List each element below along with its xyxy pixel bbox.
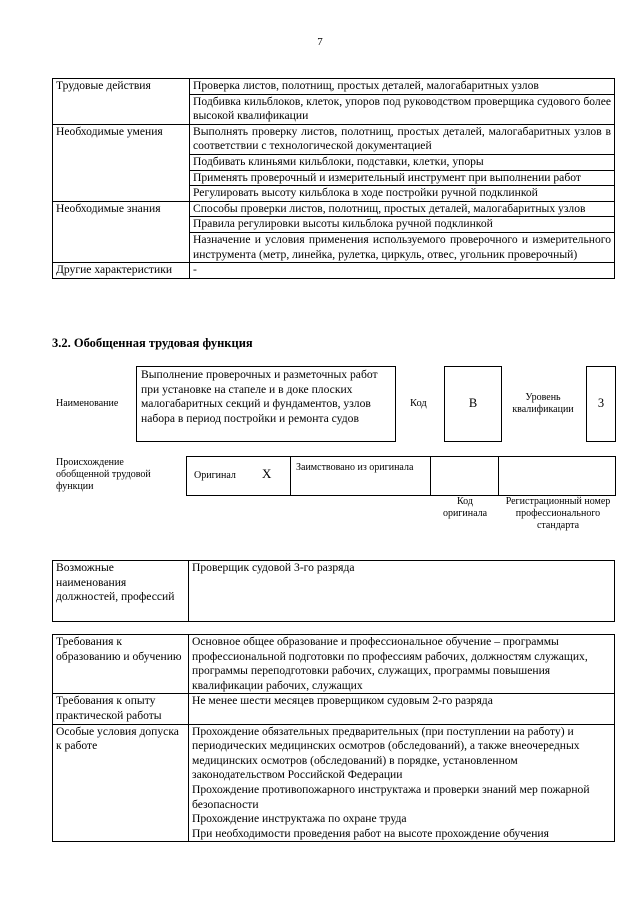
cell-text: Применять проверочный и измерительный инструмент при выполнении работ xyxy=(190,170,615,186)
cell-text: Правила регулировки высоты кильблока ручной подклинкой xyxy=(190,217,615,233)
divider xyxy=(290,456,291,495)
table-row xyxy=(53,124,615,154)
cell-text: - xyxy=(190,263,615,279)
cell-text: Регулировать высоту кильблока в ходе постройки ручной подклинкой xyxy=(190,186,615,202)
level-value: 3 xyxy=(597,396,605,410)
code-box xyxy=(444,366,502,442)
origin-label: Происхождение обобщенной трудовой функции xyxy=(56,457,151,492)
code-value: B xyxy=(468,396,478,410)
level-label: Уровень квалификации xyxy=(512,392,574,415)
original-label: Оригинал xyxy=(194,470,236,481)
section-heading: 3.2. Обобщенная трудовая функция xyxy=(52,336,253,350)
table-row xyxy=(53,724,615,842)
name-value: Выполнение проверочных и разметочных работ при установке на стапеле и в доке плоских малогабаритных секций и фундаментов, узлов набора в период постройки и ремонта судов xyxy=(141,368,378,425)
row-label: Трудовые действия xyxy=(53,79,190,125)
row-label: Требования к опыту практической работы xyxy=(53,694,189,724)
condition-item: Прохождение противопожарного инструктажа и проверки знаний мер пожарной безопасности xyxy=(192,782,590,811)
cell-text: Подбивка кильблоков, клеток, упоров под руководством проверщика судового более высокой квалификации xyxy=(190,94,615,124)
code-label: Код xyxy=(410,398,427,409)
registration-caption: Регистрационный номер профессионального стандарта xyxy=(505,496,611,531)
positions-label: Возможные наименования должностей, профессий xyxy=(53,561,189,622)
table-row xyxy=(53,561,615,622)
borrowed-label: Заимствовано из оригинала xyxy=(296,462,414,473)
condition-item: Прохождение обязательных предварительных (при поступлении на работу) и периодических медицинских осмотров (обследований), а также внеочередных медицинских осмотров (обследований) в порядке, установленном законодательством Российской Федерации xyxy=(192,724,580,782)
row-label: Другие характеристики xyxy=(53,263,190,279)
cell-text: Способы проверки листов, полотнищ, простых деталей, малогабаритных узлов xyxy=(190,201,615,217)
row-label: Необходимые знания xyxy=(53,201,190,262)
cell-text: Подбивать клиньями кильблоки, подставки, клетки, упоры xyxy=(190,154,615,170)
labor-functions-table xyxy=(52,78,615,279)
positions-table xyxy=(52,560,615,622)
cell-text: Основное общее образование и профессиональное обучение – программы профессиональной подготовки по профессиям рабочих, должностям служащих, программы переподготовки рабочих, служащих, программы повышения квалификации рабочих, служащих xyxy=(189,635,615,694)
divider xyxy=(498,456,499,495)
requirements-table xyxy=(52,634,615,842)
name-box xyxy=(136,366,396,442)
level-box xyxy=(586,366,616,442)
condition-item: При необходимости проведения работ на высоте прохождение обучения xyxy=(192,826,549,840)
table-row xyxy=(53,79,615,95)
table-row xyxy=(53,201,615,217)
condition-item: Прохождение инструктажа по охране труда xyxy=(192,812,407,826)
cell-text: Назначение и условия применения используемого проверочного и измерительного инструмента (метр, линейка, рулетка, циркуль, отвес, угольник проверочный) xyxy=(190,232,615,262)
cell-text: Проверка листов, полотнищ, простых деталей, малогабаритных узлов xyxy=(190,79,615,95)
positions-value: Проверщик судовой 3-го разряда xyxy=(189,561,615,622)
cell-text: Выполнять проверку листов, полотнищ, простых деталей, малогабаритных узлов в соответствии с технологической документацией xyxy=(190,124,615,154)
table-row xyxy=(53,263,615,279)
row-label: Требования к образованию и обучению xyxy=(53,635,189,694)
cell-text: Не менее шести месяцев проверщиком судовым 2-го разряда xyxy=(189,694,615,724)
divider xyxy=(430,456,431,495)
cell-text xyxy=(189,724,615,842)
row-label: Особые условия допуска к работе xyxy=(53,724,189,842)
page-number: 7 xyxy=(317,36,323,48)
table-row xyxy=(53,694,615,724)
name-label: Наименование xyxy=(56,398,119,409)
code-original-caption: Код оригинала xyxy=(442,496,488,519)
row-label: Необходимые умения xyxy=(53,124,190,201)
original-mark: X xyxy=(262,466,272,481)
table-row xyxy=(53,635,615,694)
